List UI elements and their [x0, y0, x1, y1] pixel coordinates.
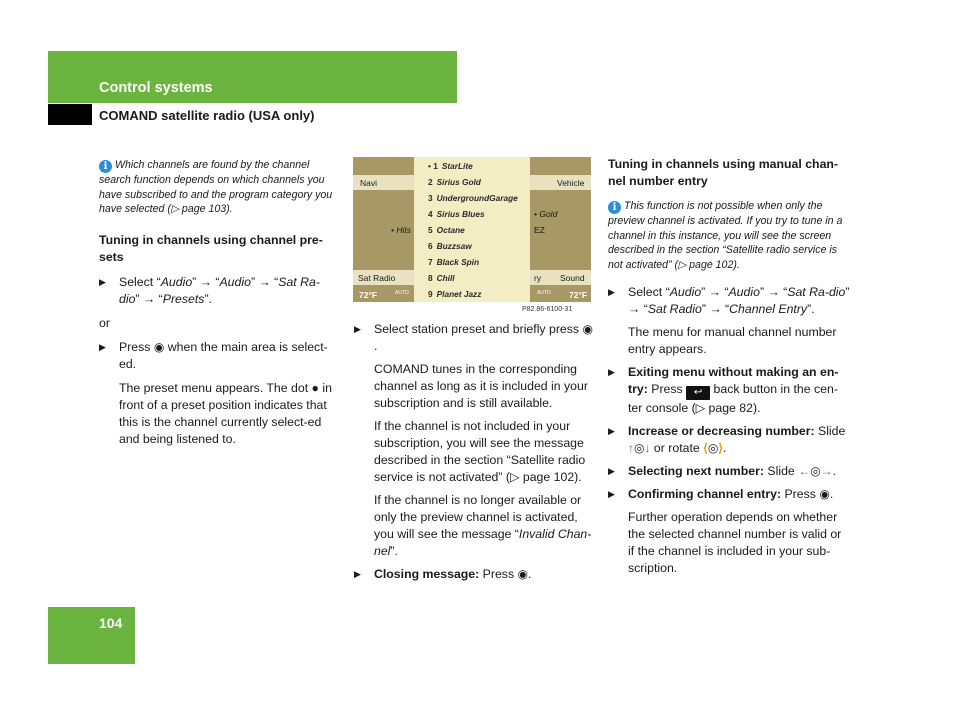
preset-item: 3 UndergroundGarage — [428, 193, 518, 203]
preset-item: 2 Sirius Gold — [428, 177, 481, 187]
step-select-presets: ▶ Select “Audio” → “Audio” → “Sat Ra-dio” → “Presets”. — [99, 274, 339, 308]
column-3 — [608, 156, 850, 577]
subsection-title: COMAND satellite radio (USA only) — [99, 108, 315, 123]
controller-press-icon: ◉ — [582, 322, 593, 336]
preset-result: The preset menu appears. The dot ● in front of a preset position indicates that this is the channel currently select-ed and being listened to. — [119, 380, 332, 446]
screen-label-navi: Navi — [360, 178, 378, 188]
screen-temp-left: 72°F — [359, 290, 378, 300]
rotate-icon: ⟨◎⟩ — [703, 441, 723, 456]
step-select-channel-entry: ▶ Select “Audio” → “Audio” → “Sat Ra-dio” → “Sat Radio” → “Channel Entry”. — [608, 284, 850, 318]
step-next-number: ▶ Selecting next number: Slide ←◎→. — [608, 463, 850, 480]
header-tab — [48, 104, 92, 125]
back-button-icon: ↩ — [686, 386, 710, 400]
screen-temp-right: 72°F — [569, 290, 588, 300]
screen-label-gold: • Gold — [534, 209, 558, 219]
preset-item: 6 Buzzsaw — [428, 241, 472, 251]
manual-entry-heading: Tuning in channels using manual chan-nel number entry — [608, 157, 839, 188]
screen-label-sound: Sound — [560, 273, 585, 283]
controller-press-icon: ◉ — [153, 339, 165, 354]
screen-label-sat-radio: Sat Radio — [358, 273, 396, 283]
screen-auto-left: AUTO — [395, 290, 409, 296]
step-select-preset: ▶ Select station preset and briefly press ◉. — [354, 321, 594, 355]
section-title: Control systems — [99, 80, 213, 96]
preset-item: • 1 StarLite — [428, 161, 473, 171]
further-operation-text: Further operation depends on whether the selected channel number is valid or if the channel is included in your sub-scription. — [628, 510, 842, 576]
slide-left-right-icon: ←◎→ — [798, 464, 833, 479]
not-subscribed-text: If the channel is not included in your subscription, you will see the message described in the section “Satellite radio service is not activated” (▷ page 102). — [374, 419, 586, 484]
preset-item: 5 Octane — [428, 225, 465, 235]
slide-up-down-icon: ↑◎↓ — [628, 441, 651, 456]
step-press-controller: ▶ Press ◉ when the main area is select-ed. — [99, 339, 339, 373]
preset-item: 4 Sirius Blues — [428, 209, 485, 219]
screen-label-hits: • Hits — [391, 225, 411, 235]
preset-item: 8 Chill — [428, 273, 455, 283]
preset-item: 7 Black Spin — [428, 257, 480, 267]
manual-entry-note: i This function is not possible when only the preview channel is activated. If you try to tune in a channel in this instance, you will see the screen described in the section “Satellite radio service is not activated” (▷ page 102). — [608, 200, 843, 271]
display-screenshot — [353, 157, 591, 304]
column-1 — [99, 158, 339, 448]
presets-heading: Tuning in channels using channel pre-sets — [99, 232, 323, 264]
info-note: i Which channels are found by the channel search function depends on which channels you have subscribed to and the program category you have selected (▷ page 103). — [99, 159, 333, 216]
step-exit-menu: ▶ Exiting menu without making an en-try: Press ↩ back button in the cen-ter console (▷ page 82). — [608, 364, 850, 417]
column-2 — [354, 321, 594, 583]
step-increase-decrease: ▶ Increase or decreasing number: Slide ↑◎↓ or rotate ⟨◎⟩. — [608, 423, 850, 457]
figure-caption: P82.86-6100-31 — [522, 306, 573, 313]
page-number: 104 — [99, 615, 123, 631]
channel-entry-result: The menu for manual channel number entry appears. — [628, 325, 837, 357]
or-text: or — [99, 315, 110, 330]
info-icon: i — [608, 201, 621, 214]
screen-auto-right: AUTO — [537, 290, 551, 296]
controller-press-icon: ◉ — [517, 567, 529, 581]
preset-item: 9 Planet Jazz — [428, 289, 482, 299]
screen-label-ry: ry — [534, 273, 542, 283]
screen-label-ez: EZ — [534, 225, 545, 235]
info-icon: i — [99, 160, 112, 173]
screen-label-vehicle: Vehicle — [557, 178, 585, 188]
step-confirm-entry: ▶ Confirming channel entry: Press ◉. — [608, 486, 850, 503]
invalid-channel-text: If the channel is no longer available or only the preview channel is activated, you will see the message “Invalid Chan-nel”. — [374, 493, 592, 558]
step-closing-message: ▶ Closing message: Press ◉. — [354, 566, 594, 583]
controller-press-icon: ◉ — [819, 487, 830, 502]
tune-result: COMAND tunes in the corresponding channel as long as it is included in your subscription and is still available. — [374, 362, 588, 410]
